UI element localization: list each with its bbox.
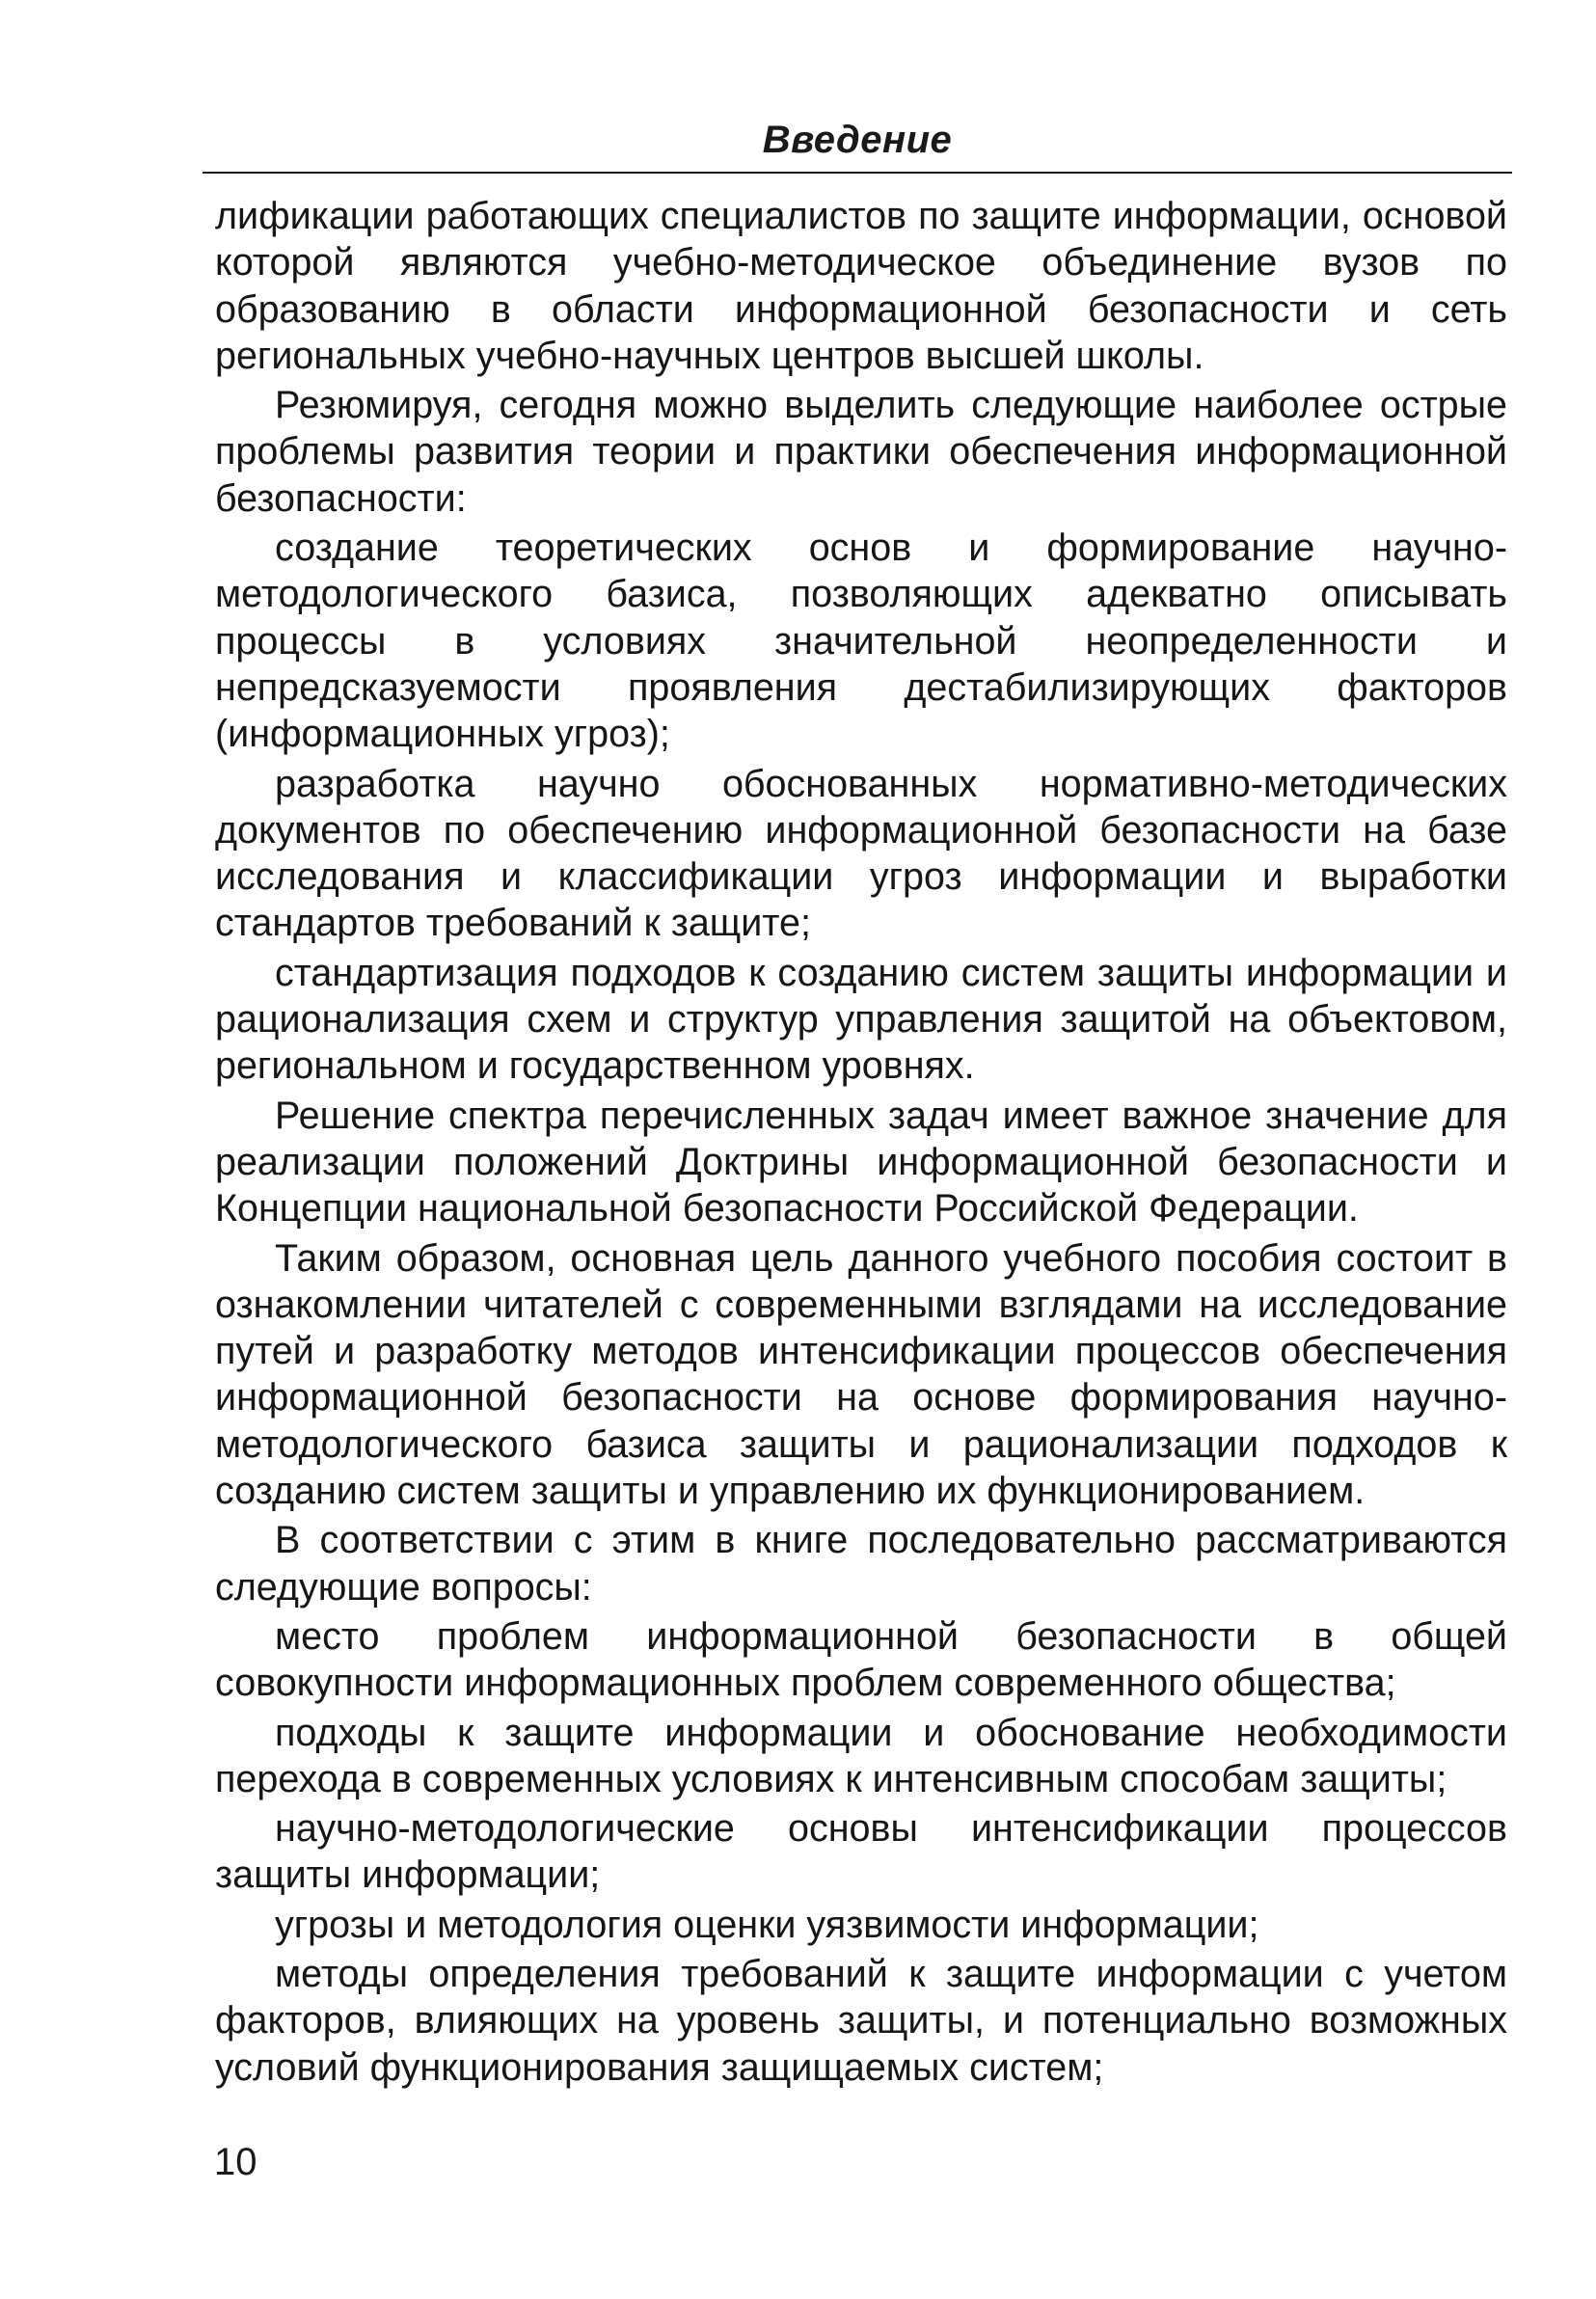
header-title: Введение <box>762 119 953 161</box>
paragraph-continuation: лификации работающих специалистов по защите информации, основой которой являются учебно-методическое объединение вузов по образованию в области информационной безопасности и сеть региональных учебно-научных центров высшей школы. <box>215 195 1507 377</box>
page-number: 10 <box>214 2141 257 2183</box>
list-item-problem-place: место проблем информационной безопасности в общей совокупности информационных проблем современного общества; <box>215 1614 1507 1705</box>
list-item-foundations: научно-методологические основы интенсификации процессов защиты информации; <box>215 1807 1507 1897</box>
page-body <box>215 193 1507 2091</box>
list-item-approaches: подходы к защите информации и обоснование необходимости перехода в современных условиях к интенсивным способам защиты; <box>215 1711 1507 1800</box>
running-header <box>203 108 1512 174</box>
list-item-normative-docs: разработка научно обоснованных нормативно-методических документов по обеспечению информационной безопасности на базе исследования и классификации угроз информации и выработки стандартов требований к защите; <box>215 762 1507 945</box>
list-item-theory: создание теоретических основ и формирование научно-методологического базиса, позволяющих адекватно описывать процессы в условиях значительной неопределенности и непредсказуемости проявления дестабилизирующих факторов (информационных угроз); <box>215 527 1507 756</box>
list-item-threats: угрозы и методология оценки уязвимости информации; <box>275 1903 1259 1946</box>
paragraph-summary: Резюмируя, сегодня можно выделить следующие наиболее острые проблемы развития теории и практики обеспечения информационной безопасности: <box>215 384 1507 520</box>
paragraph-goal: Таким образом, основная цель данного учебного пособия состоит в ознакомлении читателей с современными взглядами на исследование путей и разработку методов интенсификации процессов обеспечения информационной безопасности на основе формирования научно-методологического базиса защиты и рационализации подходов к созданию систем защиты и управлению их функционированием. <box>215 1236 1507 1513</box>
paragraph-contents-intro: В соответствии с этим в книге последовательно рассматриваются следующие вопросы: <box>215 1519 1507 1609</box>
list-item-requirements: методы определения требований к защите информации с учетом факторов, влияющих на уровень защиты, и потенциально возможных условий функционирования защищаемых систем; <box>215 1952 1507 2089</box>
paragraph-importance: Решение спектра перечисленных задач имеет важное значение для реализации положений Доктрины информационной безопасности и Концепции национальной безопасности Российской Федерации. <box>215 1094 1507 1231</box>
list-item-standardization: стандартизация подходов к созданию систем защиты информации и рационализация схем и структур управления защитой на объектовом, региональном и государственном уровнях. <box>215 951 1507 1088</box>
